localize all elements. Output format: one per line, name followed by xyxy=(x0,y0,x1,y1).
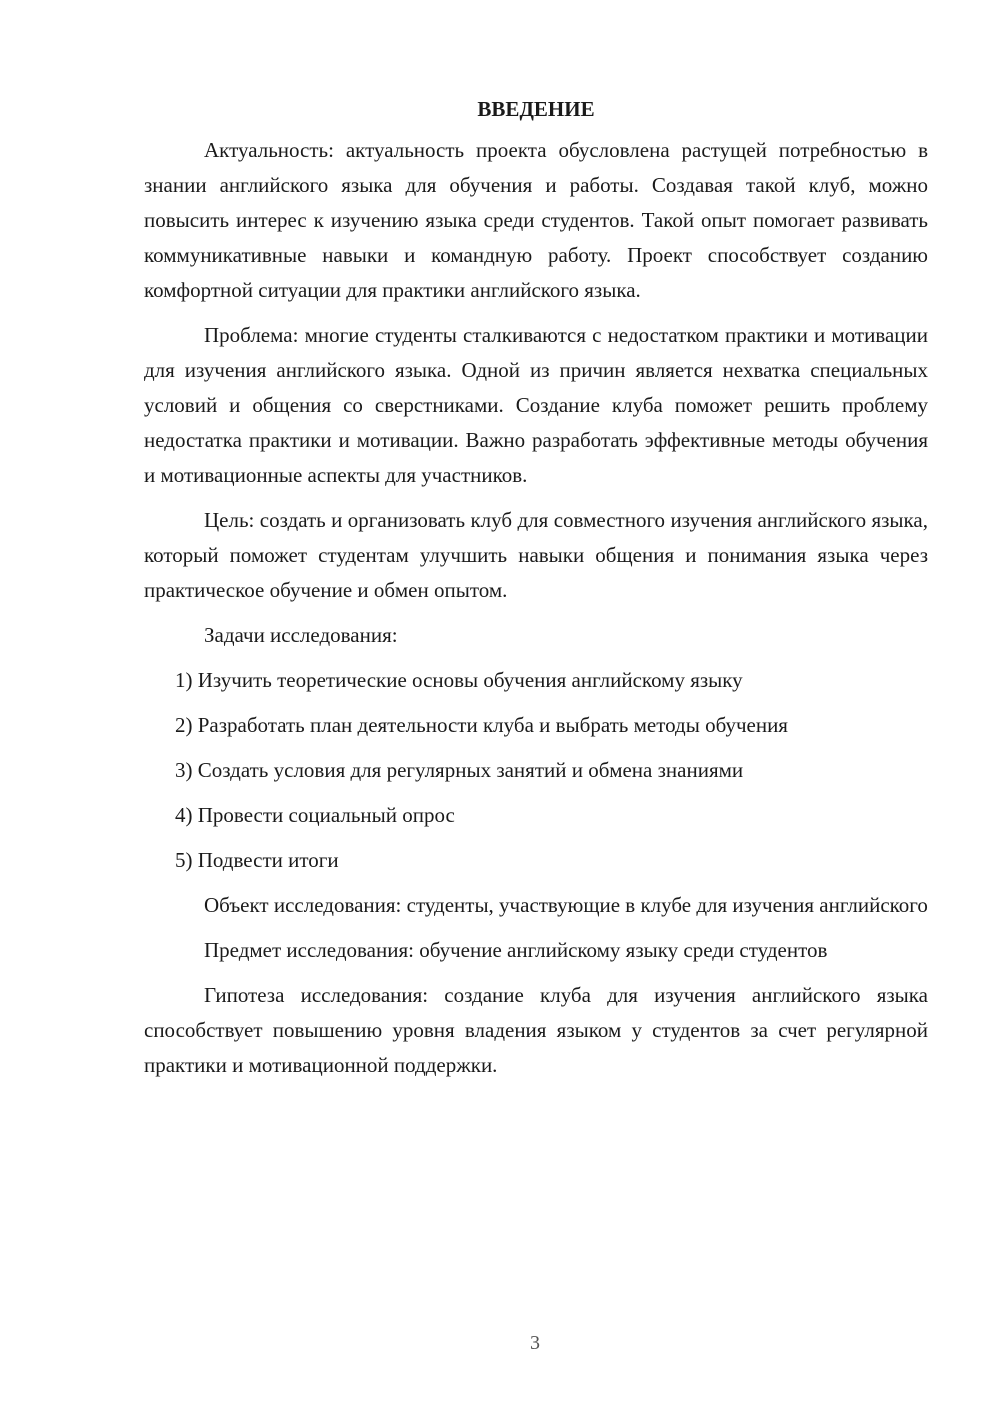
paragraph-relevance: Актуальность: актуальность проекта обусловлена растущей потребностью в знании английского языка для обучения и работы. Создавая такой клуб, можно повысить интерес к изучению языка среди студентов. Такой опыт помогает развивать коммуникативные навыки и командную работу. Проект способствует созданию комфортной ситуации для практики английского языка. xyxy=(144,138,928,302)
paragraph-tasks-heading: Задачи исследования: xyxy=(204,623,398,647)
list-item: 5) Подвести итоги xyxy=(175,848,339,872)
paragraph-object: Объект исследования: студенты, участвующие в клубе для изучения английского xyxy=(204,893,928,917)
paragraph-goal: Цель: создать и организовать клуб для совместного изучения английского языка, который поможет студентам улучшить навыки общения и понимания языка через практическое обучение и обмен опытом. xyxy=(144,508,928,602)
page-number: 3 xyxy=(530,1332,540,1354)
list-item: 4) Провести социальный опрос xyxy=(175,803,455,827)
list-item: 1) Изучить теоретические основы обучения английскому языку xyxy=(175,668,743,692)
list-item: 2) Разработать план деятельности клуба и выбрать методы обучения xyxy=(175,713,788,737)
list-item: 3) Создать условия для регулярных занятий и обмена знаниями xyxy=(175,758,744,782)
paragraph-subject: Предмет исследования: обучение английскому языку среди студентов xyxy=(204,938,828,962)
paragraph-hypothesis: Гипотеза исследования: создание клуба для изучения английского языка способствует повышению уровня владения языком у студентов за счет регулярной практики и мотивационной поддержки. xyxy=(144,983,928,1077)
page-title: ВВЕДЕНИЕ xyxy=(477,97,595,121)
page-content xyxy=(144,92,928,1093)
paragraph-problem: Проблема: многие студенты сталкиваются с недостатком практики и мотивации для изучения английского языка. Одной из причин является нехватка специальных условий и общения со сверстниками. Создание клуба поможет решить проблему недостатка практики и мотивации. Важно разработать эффективные методы обучения и мотивационные аспекты для участников. xyxy=(144,323,928,487)
